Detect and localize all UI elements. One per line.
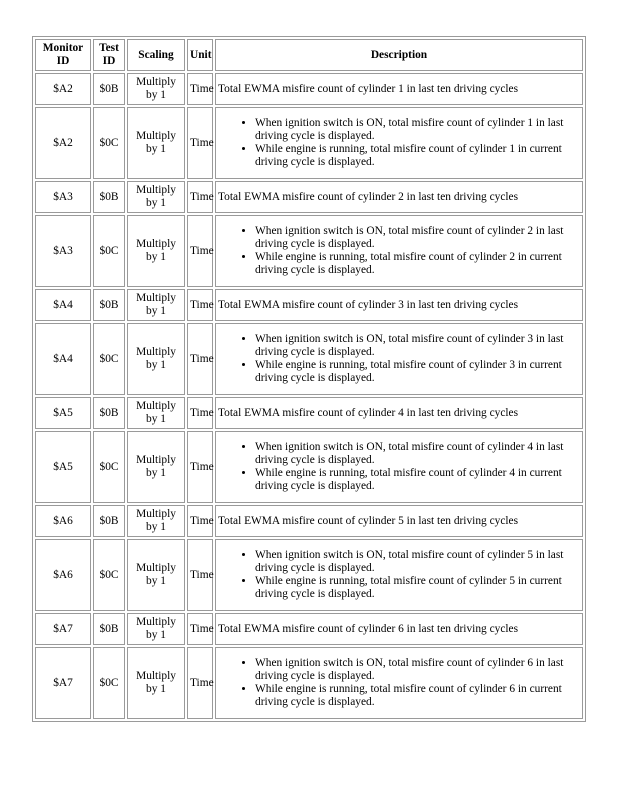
monitor-id-cell: $A6 — [35, 539, 91, 611]
table-row — [35, 73, 583, 105]
description-bullet: • While engine is running, total misfire count of cylinder 4 in current driving cycle is displayed. — [255, 467, 580, 493]
description-bullet: • While engine is running, total misfire count of cylinder 6 in current driving cycle is displayed. — [255, 683, 580, 709]
description-cell — [215, 107, 583, 179]
header-unit: Unit — [187, 39, 213, 71]
scaling-cell: Multiply by 1 — [127, 647, 185, 719]
table-row — [35, 505, 583, 537]
description-cell — [215, 539, 583, 611]
description-bullet: • While engine is running, total misfire count of cylinder 2 in current driving cycle is displayed. — [255, 251, 580, 277]
monitor-id-cell: $A4 — [35, 323, 91, 395]
description-bullet: • When ignition switch is ON, total misfire count of cylinder 1 in last driving cycle is displayed. — [255, 117, 580, 143]
monitor-id-cell: $A5 — [35, 397, 91, 429]
description-bullet-list — [218, 657, 580, 709]
test-id-cell: $0C — [93, 431, 125, 503]
scaling-cell: Multiply by 1 — [127, 397, 185, 429]
unit-cell: Time — [187, 647, 213, 719]
description-bullet-list — [218, 441, 580, 493]
description-bullet: • When ignition switch is ON, total misfire count of cylinder 6 in last driving cycle is displayed. — [255, 657, 580, 683]
description-cell: Total EWMA misfire count of cylinder 2 in last ten driving cycles — [215, 181, 583, 213]
monitor-id-cell: $A3 — [35, 181, 91, 213]
description-bullet-list — [218, 225, 580, 277]
scaling-cell: Multiply by 1 — [127, 181, 185, 213]
test-id-cell: $0B — [93, 289, 125, 321]
table-row — [35, 647, 583, 719]
unit-cell: Time — [187, 215, 213, 287]
description-cell — [215, 323, 583, 395]
scaling-cell: Multiply by 1 — [127, 107, 185, 179]
scaling-cell: Multiply by 1 — [127, 431, 185, 503]
table-row — [35, 289, 583, 321]
scaling-cell: Multiply by 1 — [127, 73, 185, 105]
header-scaling: Scaling — [127, 39, 185, 71]
monitor-id-cell: $A3 — [35, 215, 91, 287]
table-body — [35, 73, 583, 719]
header-description: Description — [215, 39, 583, 71]
test-id-cell: $0C — [93, 323, 125, 395]
monitor-id-cell: $A7 — [35, 613, 91, 645]
unit-cell: Time — [187, 505, 213, 537]
test-id-cell: $0B — [93, 505, 125, 537]
table-row — [35, 613, 583, 645]
description-cell — [215, 431, 583, 503]
table-row — [35, 539, 583, 611]
description-cell — [215, 647, 583, 719]
scaling-cell: Multiply by 1 — [127, 215, 185, 287]
test-id-cell: $0C — [93, 539, 125, 611]
scaling-cell: Multiply by 1 — [127, 613, 185, 645]
description-cell: Total EWMA misfire count of cylinder 5 in last ten driving cycles — [215, 505, 583, 537]
test-id-cell: $0B — [93, 181, 125, 213]
unit-cell: Time — [187, 323, 213, 395]
unit-cell: Time — [187, 73, 213, 105]
scaling-cell: Multiply by 1 — [127, 539, 185, 611]
scaling-cell: Multiply by 1 — [127, 289, 185, 321]
table-row — [35, 181, 583, 213]
test-id-cell: $0B — [93, 73, 125, 105]
description-cell: Total EWMA misfire count of cylinder 4 in last ten driving cycles — [215, 397, 583, 429]
description-cell: Total EWMA misfire count of cylinder 3 in last ten driving cycles — [215, 289, 583, 321]
description-bullet: • While engine is running, total misfire count of cylinder 3 in current driving cycle is displayed. — [255, 359, 580, 385]
description-bullet: • When ignition switch is ON, total misfire count of cylinder 2 in last driving cycle is displayed. — [255, 225, 580, 251]
table-row — [35, 397, 583, 429]
header-test-id: Test ID — [93, 39, 125, 71]
unit-cell: Time — [187, 289, 213, 321]
unit-cell: Time — [187, 181, 213, 213]
description-cell: Total EWMA misfire count of cylinder 6 in last ten driving cycles — [215, 613, 583, 645]
table-row — [35, 107, 583, 179]
unit-cell: Time — [187, 431, 213, 503]
test-id-cell: $0B — [93, 613, 125, 645]
document-page — [32, 36, 586, 722]
description-cell: Total EWMA misfire count of cylinder 1 in last ten driving cycles — [215, 73, 583, 105]
description-bullet: • When ignition switch is ON, total misfire count of cylinder 3 in last driving cycle is displayed. — [255, 333, 580, 359]
monitor-id-cell: $A5 — [35, 431, 91, 503]
monitor-id-cell: $A4 — [35, 289, 91, 321]
description-cell — [215, 215, 583, 287]
monitor-id-cell: $A2 — [35, 107, 91, 179]
test-id-cell: $0B — [93, 397, 125, 429]
unit-cell: Time — [187, 107, 213, 179]
description-bullet-list — [218, 549, 580, 601]
monitor-test-table — [32, 36, 586, 722]
header-row — [35, 39, 583, 71]
unit-cell: Time — [187, 539, 213, 611]
description-bullet: • When ignition switch is ON, total misfire count of cylinder 5 in last driving cycle is displayed. — [255, 549, 580, 575]
monitor-id-cell: $A2 — [35, 73, 91, 105]
description-bullet: • When ignition switch is ON, total misfire count of cylinder 4 in last driving cycle is displayed. — [255, 441, 580, 467]
header-monitor-id: Monitor ID — [35, 39, 91, 71]
scaling-cell: Multiply by 1 — [127, 505, 185, 537]
unit-cell: Time — [187, 613, 213, 645]
monitor-id-cell: $A6 — [35, 505, 91, 537]
unit-cell: Time — [187, 397, 213, 429]
description-bullet: • While engine is running, total misfire count of cylinder 1 in current driving cycle is displayed. — [255, 143, 580, 169]
monitor-id-cell: $A7 — [35, 647, 91, 719]
table-row — [35, 431, 583, 503]
test-id-cell: $0C — [93, 215, 125, 287]
table-row — [35, 323, 583, 395]
description-bullet-list — [218, 333, 580, 385]
table-row — [35, 215, 583, 287]
scaling-cell: Multiply by 1 — [127, 323, 185, 395]
test-id-cell: $0C — [93, 107, 125, 179]
test-id-cell: $0C — [93, 647, 125, 719]
description-bullet: • While engine is running, total misfire count of cylinder 5 in current driving cycle is displayed. — [255, 575, 580, 601]
description-bullet-list — [218, 117, 580, 169]
